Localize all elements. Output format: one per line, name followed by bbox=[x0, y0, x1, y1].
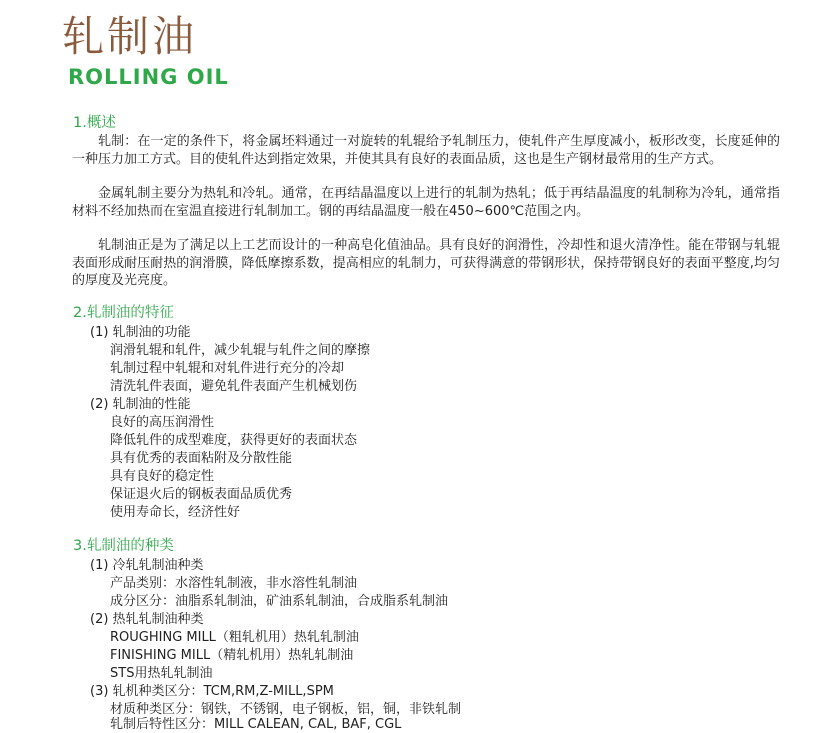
group-label-properties: (2) 轧制油的性能 bbox=[90, 397, 191, 412]
list-item: 清洗轧件表面，避免轧件表面产生机械划伤 bbox=[110, 379, 358, 394]
page-title-en: ROLLING OIL bbox=[68, 65, 229, 89]
section-heading-types: 3.轧制油的种类 bbox=[73, 538, 174, 554]
list-item: 轧制后特性区分：MILL CALEAN, CAL, BAF, CGL bbox=[110, 717, 402, 732]
group-label-functions: (1) 轧制油的功能 bbox=[90, 325, 191, 340]
list-item: 降低轧件的成型难度，获得更好的表面状态 bbox=[110, 433, 358, 448]
list-item: 成分区分：油脂系轧制油，矿油系轧制油，合成脂系轧制油 bbox=[110, 594, 449, 609]
list-item: 使用寿命长，经济性好 bbox=[110, 505, 241, 520]
paragraph-rolling-definition: 轧制：在一定的条件下，将金属坯料通过一对旋转的轧辊给予轧制压力，使轧件产生厚度减小，板形改变，长度延伸的一种压力加工方式。目的使轧件达到指定效果，并使其具有良好的表面品质，这也是生产钢材最常用的生产方式。 bbox=[72, 134, 780, 167]
list-item: FINISHING MILL（精轧机用）热轧轧制油 bbox=[110, 648, 354, 663]
list-item: 材质种类区分：钢铁，不锈钢，电子钢板，铝，铜，非铁轧制 bbox=[110, 702, 462, 717]
list-item: 具有良好的稳定性 bbox=[110, 469, 215, 484]
section-heading-features: 2.轧制油的特征 bbox=[73, 305, 174, 321]
paragraph-rolling-oil-purpose: 轧制油正是为了满足以上工艺而设计的一种高皂化值油品。具有良好的润滑性，冷却性和退火清净性。能在带钢与轧辊表面形成耐压耐热的润滑膜，降低摩擦系数，提高相应的轧制力，可获得满意的带钢形状，保持带钢良好的表面平整度,均匀的厚度及光亮度。 bbox=[72, 238, 780, 288]
list-item: 产品类别：水溶性轧制液，非水溶性轧制油 bbox=[110, 576, 358, 591]
group-label-hot-rolling: (2) 热轧轧制油种类 bbox=[90, 612, 204, 627]
list-item: 轧制过程中轧辊和对轧件进行充分的冷却 bbox=[110, 361, 345, 376]
page-title-cn: 轧制油 bbox=[62, 12, 198, 61]
list-item: 具有优秀的表面粘附及分散性能 bbox=[110, 451, 293, 466]
group-label-cold-rolling: (1) 冷轧轧制油种类 bbox=[90, 558, 204, 573]
list-item: 润滑轧辊和轧件，减少轧辊与轧件之间的摩擦 bbox=[110, 343, 371, 358]
list-item: ROUGHING MILL（粗轧机用）热轧轧制油 bbox=[110, 630, 359, 645]
group-label-mill-types: (3) 轧机种类区分：TCM,RM,Z-MILL,SPM bbox=[90, 684, 334, 699]
list-item: 保证退火后的钢板表面品质优秀 bbox=[110, 487, 293, 502]
paragraph-hot-cold-rolling: 金属轧制主要分为热轧和冷轧。通常，在再结晶温度以上进行的轧制为热轧；低于再结晶温度的轧制称为冷轧，通常指材料不经加热而在室温直接进行轧制加工。钢的再结晶温度一般在450~600℃范围之内。 bbox=[72, 186, 780, 219]
list-item: STS用热轧轧制油 bbox=[110, 666, 213, 681]
list-item: 良好的高压润滑性 bbox=[110, 415, 215, 430]
section-heading-overview: 1.概述 bbox=[73, 115, 116, 131]
